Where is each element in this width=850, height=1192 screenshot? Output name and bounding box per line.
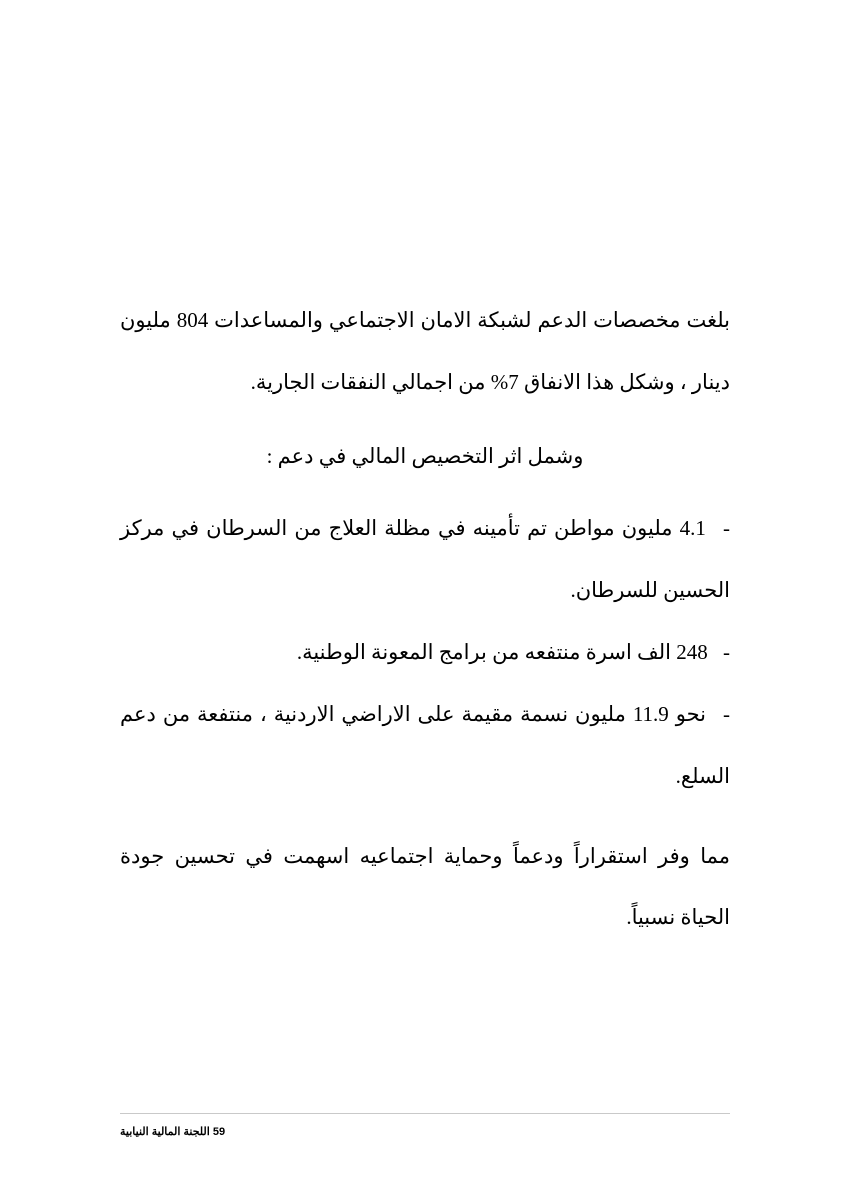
bullet-marker: - [723, 515, 730, 540]
spacer [120, 416, 730, 426]
spacer [120, 488, 730, 498]
list-item-text: 248 الف اسرة منتفعه من برامج المعونة الوطنية. [296, 639, 708, 664]
list-item [120, 498, 730, 622]
list-item-text: نحو 11.9 مليون نسمة مقيمة على الاراضي الاردنية ، منتفعة من دعم السلع. [120, 701, 730, 788]
page-footer [120, 1113, 730, 1140]
list-item [120, 684, 730, 808]
list-item [120, 622, 730, 684]
footer-text: 59 اللجنة المالية النيابية [120, 1126, 226, 1138]
paragraph-allocation-impact-intro: وشمل اثر التخصيص المالي في دعم : [266, 443, 584, 468]
page-content [120, 290, 730, 949]
bullet-list [120, 498, 730, 808]
bullet-marker: - [723, 639, 730, 664]
list-item-text: 4.1 مليون مواطن تم تأمينه في مظلة العلاج من السرطان في مركز الحسين للسرطان. [120, 515, 730, 602]
spacer [120, 808, 730, 826]
bullet-marker: - [723, 701, 731, 726]
paragraph-closing: مما وفر استقراراً ودعماً وحماية اجتماعيه اسهمت في تحسين جودة الحياة نسبياً. [120, 843, 730, 930]
paragraph-support-allocation: بلغت مخصصات الدعم لشبكة الامان الاجتماعي والمساعدات 804 مليون دينار ، وشكل هذا الانفاق 7% من اجمالي النفقات الجارية. [120, 308, 730, 394]
